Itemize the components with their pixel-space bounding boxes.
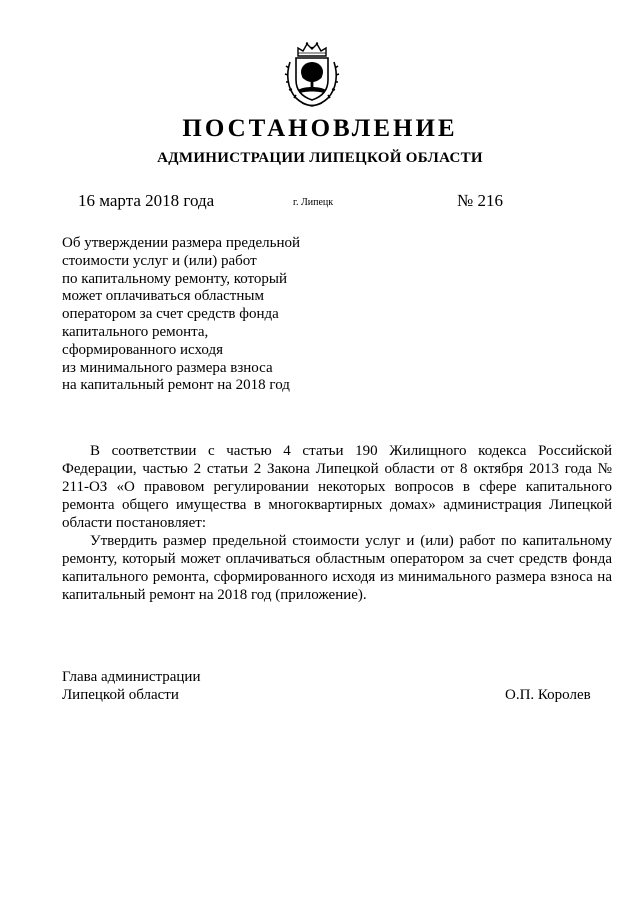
subject-line: из минимального размера взноса xyxy=(62,359,273,376)
subject-line: оператором за счет средств фонда xyxy=(62,306,279,323)
coat-of-arms-icon xyxy=(284,40,340,108)
subject-line: Об утверждении размера предельной xyxy=(62,235,300,251)
document-date: 16 марта 2018 года xyxy=(78,191,215,210)
signatory-position xyxy=(62,668,200,704)
body-paragraph-resolution: Утвердить размер предельной стоимости услуг и (или) работ по капитальному ремонту, который может оплачиваться областным оператором за счет средств фонда капитального ремонта, сформированного исходя из минимального размера взноса на капитальный ремонт на 2018 год (приложение). xyxy=(62,533,612,603)
document-subject xyxy=(62,235,322,395)
subject-line: стоимости услуг и (или) работ xyxy=(62,252,257,269)
document-city: г. Липецк xyxy=(293,197,334,208)
signatory-name: О.П. Королев xyxy=(505,687,591,703)
subject-line: капитального ремонта, xyxy=(62,323,209,340)
document-body xyxy=(62,442,612,604)
body-paragraph-preamble: В соответствии с частью 4 статьи 190 Жилищного кодекса Российской Федерации, частью 2 статьи 2 Закона Липецкой области от 8 октября 2013 года № 211-ОЗ «О правовом регулировании некоторых вопросов в сфере капитального ремонта общего имущества в многоквартирных домах» администрация Липецкой области постановляет: xyxy=(62,443,612,531)
document-subtitle: АДМИНИСТРАЦИИ ЛИПЕЦКОЙ ОБЛАСТИ xyxy=(157,150,483,166)
signatory-position-line: Глава администрации xyxy=(62,669,201,685)
subject-line: сформированного исходя xyxy=(62,341,223,358)
document-number: № 216 xyxy=(457,191,503,210)
signatory-position-line: Липецкой области xyxy=(62,687,179,703)
subject-line: может оплачиваться областным xyxy=(62,288,264,305)
subject-line: по капитальному ремонту, который xyxy=(62,270,288,287)
document-title: ПОСТАНОВЛЕНИЕ xyxy=(182,115,458,142)
subject-line: на капитальный ремонт на 2018 год xyxy=(62,377,290,394)
